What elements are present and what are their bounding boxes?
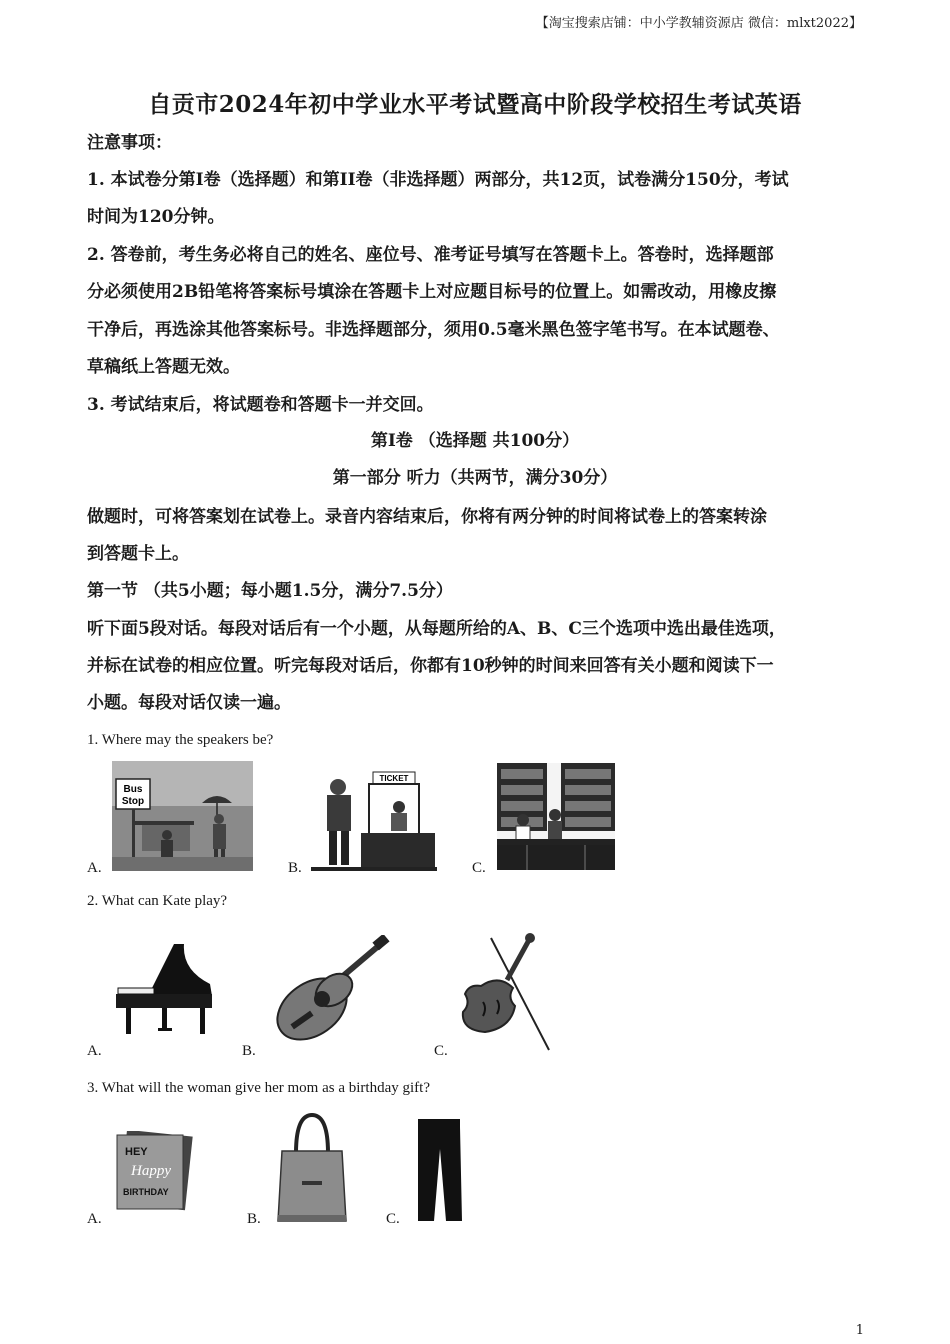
note-2: 2. 答卷前，考生务必将自己的姓名、座位号、准考证号填写在答题卡上。答卷时，选择题部: [87, 245, 774, 265]
note-1: 1. 本试卷分第I卷（选择题）和第II卷（非选择题）两部分，共12页，试卷满分150分，考试: [87, 170, 789, 190]
intro-line-2: 到答题卡上。: [87, 544, 189, 564]
tote-bag-picture: [276, 1111, 348, 1226]
q2-option-b: B.: [242, 1043, 256, 1059]
card-text-line2: Happy: [131, 1163, 171, 1179]
guitar-picture: [268, 935, 393, 1042]
section1-desc-1: 听下面5段对话。每段对话后有一个小题，从每题所给的A、B、C三个选项中选出最佳选项，: [87, 619, 786, 639]
section1-title: 第一节 （共5小题；每小题1.5分，满分7.5分）: [87, 581, 453, 601]
q3-option-c: C.: [386, 1211, 400, 1227]
birthday-card-picture: [113, 1131, 193, 1213]
question-3: 3. What will the woman give her mom as a birthday gift?: [87, 1080, 430, 1096]
bus-stop-sign-line1: Bus: [123, 784, 143, 795]
note-1-cont: 时间为120分钟。: [87, 207, 225, 227]
part-title: 第一部分 听力（共两节，满分30分）: [332, 468, 618, 488]
q1-option-c: C.: [472, 860, 486, 876]
notes-heading: 注意事项：: [87, 133, 172, 153]
q2-option-a: A.: [87, 1043, 102, 1059]
violin-picture: [455, 932, 553, 1054]
volume-title: 第I卷 （选择题 共100分）: [370, 431, 580, 451]
page-number: 1: [855, 1323, 864, 1338]
library-picture: [497, 763, 615, 870]
trousers-picture: [414, 1119, 466, 1224]
note-2-cont1: 分必须使用2B铅笔将答案标号填涂在答题卡上对应题目标号的位置上。如需改动，用橡皮擦: [87, 282, 777, 302]
q3-option-b: B.: [247, 1211, 261, 1227]
section1-desc-2: 并标在试卷的相应位置。听完每段对话后，你都有10秒钟的时间来回答有关小题和阅读下一: [87, 656, 774, 676]
bus-stop-sign-line2: Stop: [121, 796, 145, 807]
section1-desc-3: 小题。每段对话仅读一遍。: [87, 693, 291, 713]
page-title: 自贡市2024年初中学业水平考试暨高中阶段学校招生考试英语: [148, 91, 802, 118]
note-3: 3. 考试结束后，将试题卷和答题卡一并交回。: [87, 395, 434, 415]
piano-picture: [112, 940, 217, 1038]
q2-option-c: C.: [434, 1043, 448, 1059]
card-text-line3: BIRTHDAY: [123, 1187, 169, 1197]
intro-line-1: 做题时，可将答案划在试卷上。录音内容结束后，你将有两分钟的时间将试卷上的答案转涂: [87, 507, 767, 527]
shop-watermark: 【淘宝搜索店铺：中小学教辅资源店 微信：mlxt2022】: [535, 16, 862, 31]
ticket-booth-picture: [311, 767, 437, 871]
card-text-line1: HEY: [125, 1146, 148, 1158]
ticket-sign: TICKET: [379, 774, 409, 783]
bus-stop-picture: [112, 761, 253, 871]
question-1: 1. Where may the speakers be?: [87, 732, 274, 748]
note-2-cont2: 干净后，再选涂其他答案标号。非选择题部分，须用0.5毫米黑色签字笔书写。在本试题卷、: [87, 320, 780, 340]
q1-option-b: B.: [288, 860, 302, 876]
question-2: 2. What can Kate play?: [87, 893, 228, 909]
q3-option-a: A.: [87, 1211, 102, 1227]
q1-option-a: A.: [87, 860, 102, 876]
note-2-cont3: 草稿纸上答题无效。: [87, 357, 240, 377]
